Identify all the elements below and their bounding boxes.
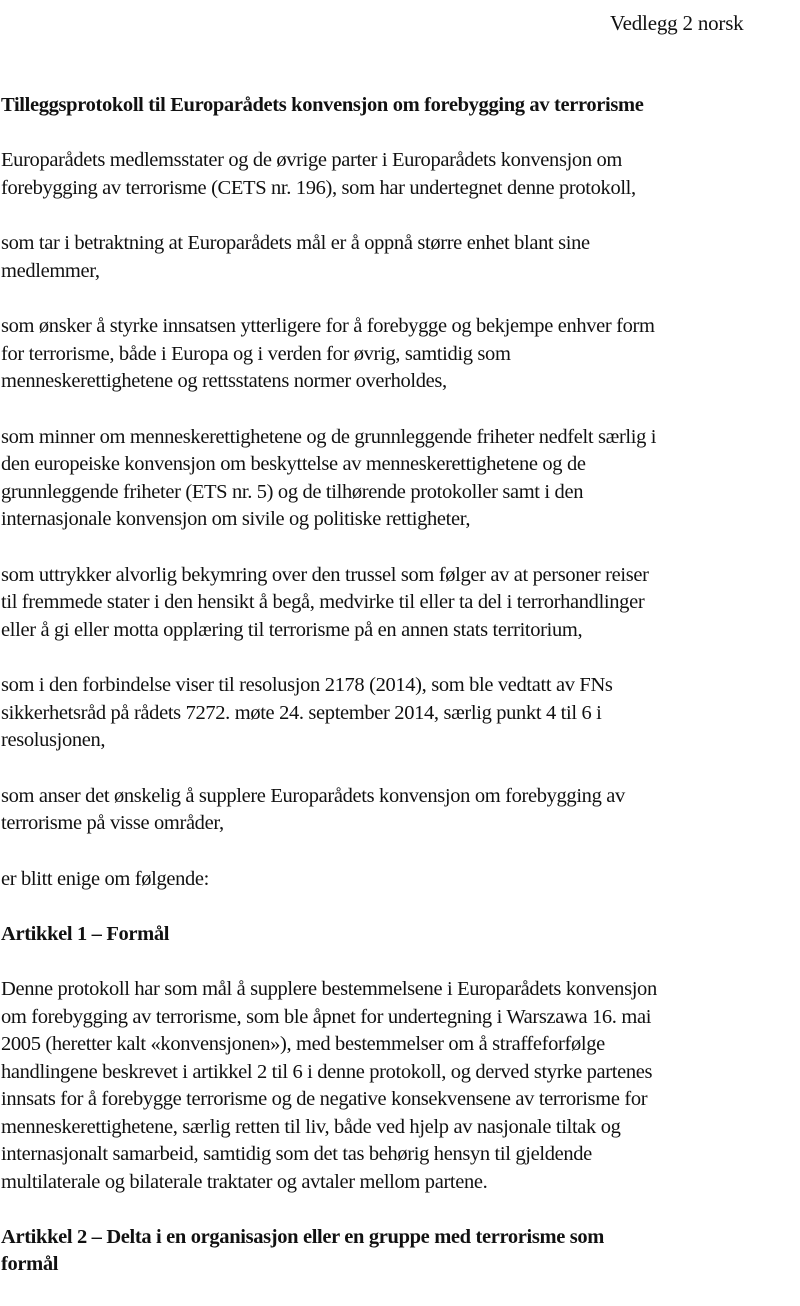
text-line: resolusjonen, (1, 729, 106, 751)
text-line: er blitt enige om følgende: (1, 867, 210, 890)
preamble-paragraph-1 (1, 147, 799, 202)
heading-line: Artikkel 2 – Delta i en organisasjon eller en gruppe med terrorisme som (1, 1226, 604, 1248)
text-line: som i den forbindelse viser til resolusjon 2178 (2014), som ble vedtatt av FNs (1, 674, 613, 696)
text-line: Denne protokoll har som mål å supplere bestemmelsene i Europarådets konvensjon (1, 978, 657, 1000)
text-line: handlingene beskrevet i artikkel 2 til 6 i denne protokoll, og derved styrke partenes (1, 1060, 653, 1083)
text-line: den europeiske konvensjon om beskyttelse av menneskerettighetene og de (1, 453, 586, 475)
document-title: Tilleggsprotokoll til Europarådets konvensjon om forebygging av terrorisme (1, 94, 644, 116)
annex-label: Vedlegg 2 norsk (610, 11, 744, 35)
text-line: som uttrykker alvorlig bekymring over den trussel som følger av at personer reiser (1, 563, 649, 586)
preamble-paragraph-6 (1, 672, 799, 755)
text-line: som ønsker å styrke innsatsen ytterligere for å forebygge og bekjempe enhver form (1, 315, 655, 337)
text-line: medlemmer, (1, 259, 100, 282)
preamble-agreement (1, 866, 799, 894)
text-line: for terrorisme, både i Europa og i verden for øvrig, samtidig som (1, 342, 511, 365)
text-line: som tar i betraktning at Europarådets mål er å oppnå større enhet blant sine (1, 232, 590, 254)
preamble-paragraph-7 (1, 783, 799, 838)
text-line: internasjonalt samarbeid, samtidig som det tas behørig hensyn til gjeldende (1, 1143, 592, 1165)
text-line: multilaterale og bilaterale traktater og avtaler mellom partene. (1, 1170, 488, 1193)
text-line: internasjonale konvensjon om sivile og politiske rettigheter, (1, 508, 471, 530)
preamble-paragraph-2 (1, 230, 799, 285)
text-line: eller å gi eller motta opplæring til terrorisme på en annen stats territorium, (1, 618, 583, 641)
text-line: forebygging av terrorisme (CETS nr. 196), som har undertegnet denne protokoll, (1, 176, 636, 199)
text-line: Europarådets medlemsstater og de øvrige parter i Europarådets konvensjon om (1, 149, 623, 171)
text-line: som minner om menneskerettighetene og de grunnleggende friheter nedfelt særlig i (1, 425, 657, 448)
text-line: terrorisme på visse områder, (1, 812, 224, 834)
text-line: menneskerettighetene og rettsstatens normer overholdes, (1, 370, 447, 392)
text-line: grunnleggende friheter (ETS nr. 5) og de tilhørende protokoller samt i den (1, 480, 584, 503)
preamble-paragraph-4 (1, 424, 799, 534)
text-line: om forebygging av terrorisme, som ble åpnet for undertegning i Warszawa 16. mai (1, 1005, 652, 1028)
text-line: 2005 (heretter kalt «konvensjonen»), med bestemmelser om å straffeforfølge (1, 1033, 605, 1055)
preamble-paragraph-5 (1, 562, 799, 645)
article-2-heading (1, 1224, 799, 1278)
text-line: til fremmede stater i den hensikt å begå, medvirke til eller ta del i terrorhandlinger (1, 591, 645, 613)
heading-line: Artikkel 1 – Formål (1, 923, 170, 945)
heading-line: formål (1, 1253, 59, 1275)
text-line: menneskerettighetene, særlig retten til liv, både ved hjelp av nasjonale tiltak og (1, 1115, 621, 1138)
text-line: som anser det ønskelig å supplere Europarådets konvensjon om forebygging av (1, 784, 625, 807)
text-line: innsats for å forebygge terrorisme og de negative konsekvensene av terrorisme for (1, 1088, 648, 1110)
article-1-heading (1, 921, 799, 948)
text-line: sikkerhetsråd på rådets 7272. møte 24. september 2014, særlig punkt 4 til 6 i (1, 701, 602, 724)
article-1-body (1, 976, 799, 1196)
document-body (1, 92, 799, 1306)
preamble-paragraph-3 (1, 313, 799, 396)
